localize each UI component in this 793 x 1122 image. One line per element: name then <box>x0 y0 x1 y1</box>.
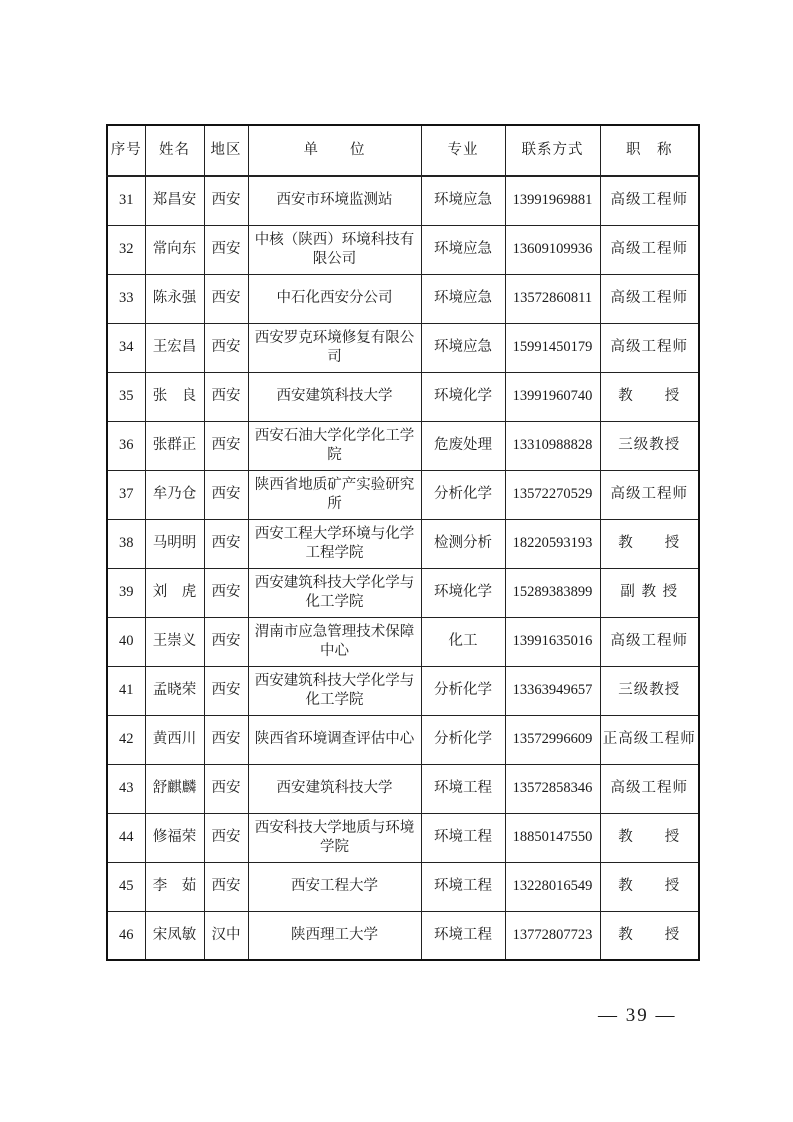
cell-phone: 13991960740 <box>505 372 600 421</box>
table-row <box>107 421 699 470</box>
cell-unit: 西安工程大学环境与化学工程学院 <box>248 519 421 568</box>
cell-unit: 陕西省环境调查评估中心 <box>248 715 421 764</box>
cell-region: 西安 <box>204 225 248 274</box>
cell-name: 常向东 <box>145 225 204 274</box>
cell-major: 环境应急 <box>421 176 505 225</box>
cell-no: 33 <box>107 274 145 323</box>
table-row <box>107 715 699 764</box>
cell-phone: 13310988828 <box>505 421 600 470</box>
cell-title: 高级工程师 <box>600 274 699 323</box>
header-cell: 序号 <box>107 125 145 176</box>
cell-phone: 15289383899 <box>505 568 600 617</box>
cell-region: 西安 <box>204 323 248 372</box>
cell-phone: 18220593193 <box>505 519 600 568</box>
cell-phone: 13572860811 <box>505 274 600 323</box>
cell-major: 危废处理 <box>421 421 505 470</box>
cell-no: 40 <box>107 617 145 666</box>
cell-unit: 西安市环境监测站 <box>248 176 421 225</box>
cell-title: 教 授 <box>600 519 699 568</box>
table-row <box>107 862 699 911</box>
cell-title: 高级工程师 <box>600 225 699 274</box>
table-row <box>107 911 699 960</box>
cell-title: 高级工程师 <box>600 617 699 666</box>
cell-phone: 13572996609 <box>505 715 600 764</box>
cell-major: 环境应急 <box>421 323 505 372</box>
cell-region: 汉中 <box>204 911 248 960</box>
cell-title: 高级工程师 <box>600 323 699 372</box>
cell-no: 42 <box>107 715 145 764</box>
cell-phone: 13772807723 <box>505 911 600 960</box>
cell-major: 环境应急 <box>421 225 505 274</box>
cell-title: 三级教授 <box>600 666 699 715</box>
cell-title: 教 授 <box>600 862 699 911</box>
table-row <box>107 617 699 666</box>
header-cell: 姓名 <box>145 125 204 176</box>
cell-no: 31 <box>107 176 145 225</box>
cell-name: 舒麒麟 <box>145 764 204 813</box>
cell-title: 正高级工程师 <box>600 715 699 764</box>
cell-no: 39 <box>107 568 145 617</box>
cell-unit: 西安建筑科技大学化学与化工学院 <box>248 666 421 715</box>
cell-name: 修福荣 <box>145 813 204 862</box>
cell-major: 环境化学 <box>421 372 505 421</box>
cell-unit: 陕西省地质矿产实验研究所 <box>248 470 421 519</box>
cell-major: 分析化学 <box>421 470 505 519</box>
cell-phone: 13572858346 <box>505 764 600 813</box>
cell-no: 44 <box>107 813 145 862</box>
table-header-row <box>107 125 699 176</box>
cell-title: 三级教授 <box>600 421 699 470</box>
table-row <box>107 813 699 862</box>
cell-major: 环境工程 <box>421 911 505 960</box>
cell-unit: 中石化西安分公司 <box>248 274 421 323</box>
cell-phone: 13228016549 <box>505 862 600 911</box>
cell-region: 西安 <box>204 764 248 813</box>
cell-phone: 13991969881 <box>505 176 600 225</box>
cell-major: 环境工程 <box>421 764 505 813</box>
cell-name: 牟乃仓 <box>145 470 204 519</box>
cell-name: 郑昌安 <box>145 176 204 225</box>
cell-unit: 西安建筑科技大学 <box>248 372 421 421</box>
cell-no: 34 <box>107 323 145 372</box>
cell-unit: 渭南市应急管理技术保障中心 <box>248 617 421 666</box>
cell-name: 王宏昌 <box>145 323 204 372</box>
cell-no: 36 <box>107 421 145 470</box>
table-row <box>107 274 699 323</box>
cell-unit: 西安罗克环境修复有限公司 <box>248 323 421 372</box>
cell-no: 32 <box>107 225 145 274</box>
cell-no: 37 <box>107 470 145 519</box>
expert-table <box>106 124 700 961</box>
cell-name: 孟晓荣 <box>145 666 204 715</box>
cell-unit: 西安工程大学 <box>248 862 421 911</box>
cell-name: 李 茹 <box>145 862 204 911</box>
header-cell: 专业 <box>421 125 505 176</box>
table-row <box>107 372 699 421</box>
table-row <box>107 323 699 372</box>
cell-no: 41 <box>107 666 145 715</box>
cell-title: 教 授 <box>600 911 699 960</box>
header-cell: 单 位 <box>248 125 421 176</box>
cell-phone: 13991635016 <box>505 617 600 666</box>
cell-region: 西安 <box>204 421 248 470</box>
cell-region: 西安 <box>204 470 248 519</box>
cell-phone: 15991450179 <box>505 323 600 372</box>
cell-region: 西安 <box>204 617 248 666</box>
cell-region: 西安 <box>204 715 248 764</box>
cell-name: 黄西川 <box>145 715 204 764</box>
cell-unit: 西安建筑科技大学 <box>248 764 421 813</box>
cell-title: 副 教 授 <box>600 568 699 617</box>
cell-title: 高级工程师 <box>600 764 699 813</box>
cell-unit: 陕西理工大学 <box>248 911 421 960</box>
page-number: — 39 — <box>598 1005 677 1026</box>
cell-title: 教 授 <box>600 813 699 862</box>
cell-unit: 西安科技大学地质与环境学院 <box>248 813 421 862</box>
cell-no: 43 <box>107 764 145 813</box>
cell-major: 环境应急 <box>421 274 505 323</box>
cell-unit: 西安石油大学化学化工学院 <box>248 421 421 470</box>
cell-major: 检测分析 <box>421 519 505 568</box>
cell-no: 46 <box>107 911 145 960</box>
table-row <box>107 470 699 519</box>
cell-major: 分析化学 <box>421 715 505 764</box>
cell-name: 张 良 <box>145 372 204 421</box>
cell-no: 35 <box>107 372 145 421</box>
table-row <box>107 176 699 225</box>
cell-name: 宋凤敏 <box>145 911 204 960</box>
table-row <box>107 666 699 715</box>
cell-major: 分析化学 <box>421 666 505 715</box>
cell-major: 环境工程 <box>421 862 505 911</box>
cell-no: 45 <box>107 862 145 911</box>
cell-phone: 13363949657 <box>505 666 600 715</box>
cell-region: 西安 <box>204 176 248 225</box>
cell-region: 西安 <box>204 862 248 911</box>
cell-phone: 18850147550 <box>505 813 600 862</box>
cell-title: 高级工程师 <box>600 470 699 519</box>
cell-region: 西安 <box>204 813 248 862</box>
header-cell: 地区 <box>204 125 248 176</box>
cell-title: 高级工程师 <box>600 176 699 225</box>
header-cell: 职 称 <box>600 125 699 176</box>
cell-name: 陈永强 <box>145 274 204 323</box>
table-row <box>107 225 699 274</box>
cell-name: 王崇义 <box>145 617 204 666</box>
cell-region: 西安 <box>204 274 248 323</box>
cell-region: 西安 <box>204 666 248 715</box>
cell-phone: 13609109936 <box>505 225 600 274</box>
table-row <box>107 764 699 813</box>
cell-phone: 13572270529 <box>505 470 600 519</box>
cell-major: 化工 <box>421 617 505 666</box>
cell-name: 马明明 <box>145 519 204 568</box>
cell-no: 38 <box>107 519 145 568</box>
cell-region: 西安 <box>204 568 248 617</box>
cell-major: 环境化学 <box>421 568 505 617</box>
cell-name: 刘 虎 <box>145 568 204 617</box>
cell-region: 西安 <box>204 519 248 568</box>
cell-major: 环境工程 <box>421 813 505 862</box>
cell-region: 西安 <box>204 372 248 421</box>
cell-name: 张群正 <box>145 421 204 470</box>
table-row <box>107 568 699 617</box>
cell-title: 教 授 <box>600 372 699 421</box>
cell-unit: 中核（陕西）环境科技有限公司 <box>248 225 421 274</box>
cell-unit: 西安建筑科技大学化学与化工学院 <box>248 568 421 617</box>
header-cell: 联系方式 <box>505 125 600 176</box>
table-row <box>107 519 699 568</box>
